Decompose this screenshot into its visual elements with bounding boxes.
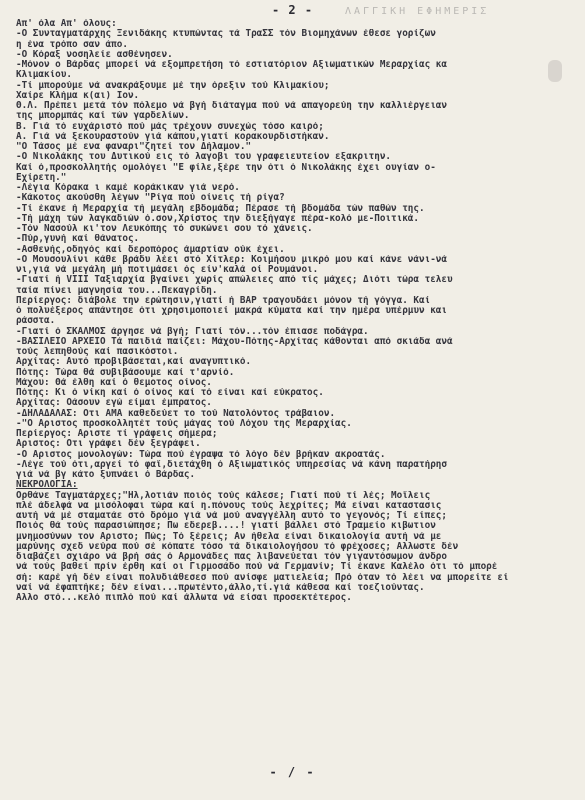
text-line: ό πολυέξερος απάντησε ότι χρησιμοποιεί μακρά κύματα καί την ημέρα υπέρμυν και [16, 306, 447, 316]
text-line: -Τί μπορούμε νά ανακράξουμε μέ την όρεξιν τού Κλιμακίου; [16, 80, 330, 91]
text-line: -Γιατί ό ΣΚΑΛΜΟΣ άργησε νά βγή; Γιατί τόν...τόν έπιασε ποδάγρα. [16, 326, 369, 337]
text-line: Β. Γιά τό ευχάριστό πού μάς τρέχουν συνεχώς τόσο καιρό; [16, 121, 324, 132]
text-line: μαρύνης σχεδ νεύρα πού σέ κόπατε τόσο τά δικαιολογήσου τό φρέχοσες; Αλλωστε δέν [16, 541, 459, 552]
text-line: Αριστος: Οτι γράφει δέν ξεγράφει. [16, 439, 201, 450]
section-heading: ΝΕΚΡΟΛΟΓΙΑ: [16, 480, 78, 491]
text-line: -Ο Συνταγματάρχης Ξενιδάκης κτυπώντας τά ΤραΣΣ τόν Βιομηχάνων έθεσε γορίζων [16, 29, 436, 40]
text-line: Αρχίτας: Οάσουν εγώ είμαι έμπρατος. [16, 398, 212, 409]
text-line: -Ασθενής,οδηγός καί δεροπόρος άμαρτίαν ούκ έχει. [16, 244, 285, 255]
text-line: της μπορμπάς καί τών γαρδελίων. [16, 111, 190, 122]
text-line: -ΒΑΣΙΛΕΙΟ ΑΡΧΕΙΟ Τά παιδιά παίζει: Μάχου-Πότης-Αρχίτας κάθονται από σκιάδα ανά [16, 336, 453, 347]
text-line: -Ο Μουσουλίνι κάθε βράδυ λέει στό Χίτλερ: Κοιμήσου μικρό μου καί κάνε νάνι-νά [16, 254, 447, 265]
document-body [16, 19, 573, 603]
text-line: Κλιμακίου. [16, 70, 72, 81]
text-line: -Τόν Νασούλ κι'τον Λευκόπης τό συκώνει σου τό χάνεις. [16, 224, 313, 234]
text-line: η ένα τρόπο σαν άπο. [16, 39, 128, 50]
text-line: -Λέγε τού ότι,αργεί τό φαΐ,διετάχθη ό Αξιωματικός υπηρεσίας νά κάνη παρατήρησ [16, 459, 447, 470]
text-line: -Ο Κόραξ νοσηλείε ασθένησεν. [16, 49, 173, 60]
text-line: Αρχίτας: Αυτό προβιβάσεται,καί αναγυπτικό. [16, 357, 252, 368]
text-line: Απ' όλα Απ' όλους: [16, 19, 117, 29]
text-line: γιά νά βγ κάτο ξυπνάει ό Βάρδας. [16, 470, 196, 480]
text-line: -Λέγια Κόρακα ι καμέ κοράκικαν γιά νερό. [16, 183, 240, 193]
text-line: μνημοσύνων τον Αριστο; Πώς; Τό ξέρεις; Αν ήθελα είναι δικαιολογία αυτή νά με [16, 531, 442, 542]
text-line: τούς λεπηθούς καί πασικόστοι. [16, 347, 179, 357]
text-line: Πότης: Κι ό νίκη καί ό οίνος καί τό είναι καί εύκρατος. [16, 388, 324, 398]
text-line: Αλλο στό...κελό πιπλό πού καί άλλωτα νά είσαι προσεκτέτερος. [16, 593, 352, 603]
text-line: Ορθάνε Ταγματάρχες;"Ηλ,λοτιάν ποιός τούς κάλεσε; Γιατί πού τί λές; Μοΐλεις [16, 490, 431, 501]
text-line: ναί νά έφαπτήκε; δέν είναι...πρωτέντο,άλλο,τί.γιά κάθεσα καί τοεζιούντας. [16, 582, 425, 593]
text-line: Περίεργος: Αριστε τί γράφεις σήμερα; [16, 429, 218, 439]
text-line: "Ο Τάσος μέ ενα φαναρι"ζητεί τον Δήλαμον." [16, 142, 252, 152]
faded-stamp: ΛΑΓΓΙΚΗ ΕΦΗΜΕΡΙΣ [345, 6, 490, 17]
page-footer-marker: - / - [269, 765, 316, 779]
text-line: ράσστα. [16, 316, 56, 327]
page-number: - 2 - [271, 3, 314, 17]
text-line: -Ο Νικολάκης του Δυτικού εις τό λαγοβι του γραφειευτείον εξακριτην. [16, 152, 392, 163]
text-line: διαβάζει σχιάρο νά βρή σάς ό Αρμονάδες πας λιβανεύεται τόν γιγαντόσωμον άνδρο [16, 552, 447, 562]
text-line: -Μόνον ο Βάρδας μπορεί νά εξομπρετήση τό εστιατόριον Αξιωματικών Μεραρχίας κα [16, 60, 447, 70]
text-line: Θ.Λ. Πρέπει μετά τόν πόλεμο νά βγή διάταγμα πού νά απαγορεύη την καλλιέργειαν [16, 101, 447, 111]
text-line: Ποιός θά τούς παρασιώπησε; Πω εδερεβ....! γιατί βάλλει στό Τραμείο κιβωτιον [16, 521, 436, 532]
text-line: Εχίρετη." [16, 172, 67, 183]
text-line: -Πύρ,γυνή καί θάνατος. [16, 234, 140, 245]
text-line: νά τούς βαθεί πρίν έρθη καί οι Γιρμοσάδο πού νά Γερμανίν; Τί έκανε Καλέλο ότι τό μπορέ [16, 562, 498, 573]
text-line: -"Ο Αριστος προσκολλητέτ τούς μάγας τού Λόχου της Μεραρχίας. [16, 418, 352, 429]
text-line: αυτή νά μέ σταματάε στό δρόμο γιά νά μού αναγγέλλη αυτό το γεγονός; Τί είπες; [16, 511, 447, 521]
text-line: Χαίρε Κλήμα κ(αι) Ιον. [16, 90, 140, 101]
text-line: Α. Γιά νά ξεκουραστούν γιά κάπου,γιατί κορακουρδιστήκαν. [16, 131, 330, 142]
text-line: -Τή μάχη τών λαγκαδιών ό.σον,Χρίστος την διεξήγαγε πέρα-κολό με-Ποιτικά. [16, 213, 419, 224]
text-line: Καί ό,προσκολλητής ομολόγει "Ε φίλε,ξέρε την ότι ό Νικολάκης έχει ουγίαν ο- [16, 162, 436, 173]
text-line: σή: καρέ γή δέν είναι πολυδιάθεσεσ πού ανίσφε ματιελεία; Πρό όταν τό λέει να μπορείτε εί [16, 572, 509, 583]
text-line: Μάχου: Θά έλθη καί ό θεμοτος οίνος. [16, 377, 212, 388]
text-line: πλέ άδελφά να μισόλοφαι τώρα καί η.πόνους τούς λεχρίτες; Μά είναι καταστασις [16, 500, 442, 511]
text-line: νι,γιά νά μεγάλη μή ποτιμάσει ός είν'καλά οί Ρουμάνοι. [16, 265, 319, 275]
text-line: -Κάκοτος ακούσθη λέγων "Ρίγα πού οίνεις τή ρίγα? [16, 193, 285, 204]
text-line: ταία πίνει μαγνησία του...Πεκαγρίδη. [16, 285, 218, 296]
text-line: -Γιατί ή VIII Ταξιαρχία βγαίνει χωρίς απώλειες από τίς μάχες; Διότι τώρα τελευ [16, 275, 453, 286]
text-line: Περίεργος: διάβολε την ερώτησιν,γιατί ή ΒΑΡ τραγουδάει μόνον τή γόγγα. Καί [16, 295, 431, 306]
text-line: Πότης: Τώρα θά συβιβάσουμε καί τ'αρνίό. [16, 367, 235, 378]
text-line: -ΔΗΛΑΔΑΛΑΣ: Οτι ΑΜΑ καθεδεύετ το τού Νατολόντος τράβαιον. [16, 408, 336, 419]
text-line: -Ο Αριστος μονολογών: Τώρα πού έγραψα τό λόγο δέν βρήκαν ακροατάς. [16, 449, 386, 460]
text-line: -Τί έκανε ή Μεραρχία τή μεγάλη εβδομάδα; Πέρασε τή βδομάδα τών παθών της. [16, 203, 425, 214]
